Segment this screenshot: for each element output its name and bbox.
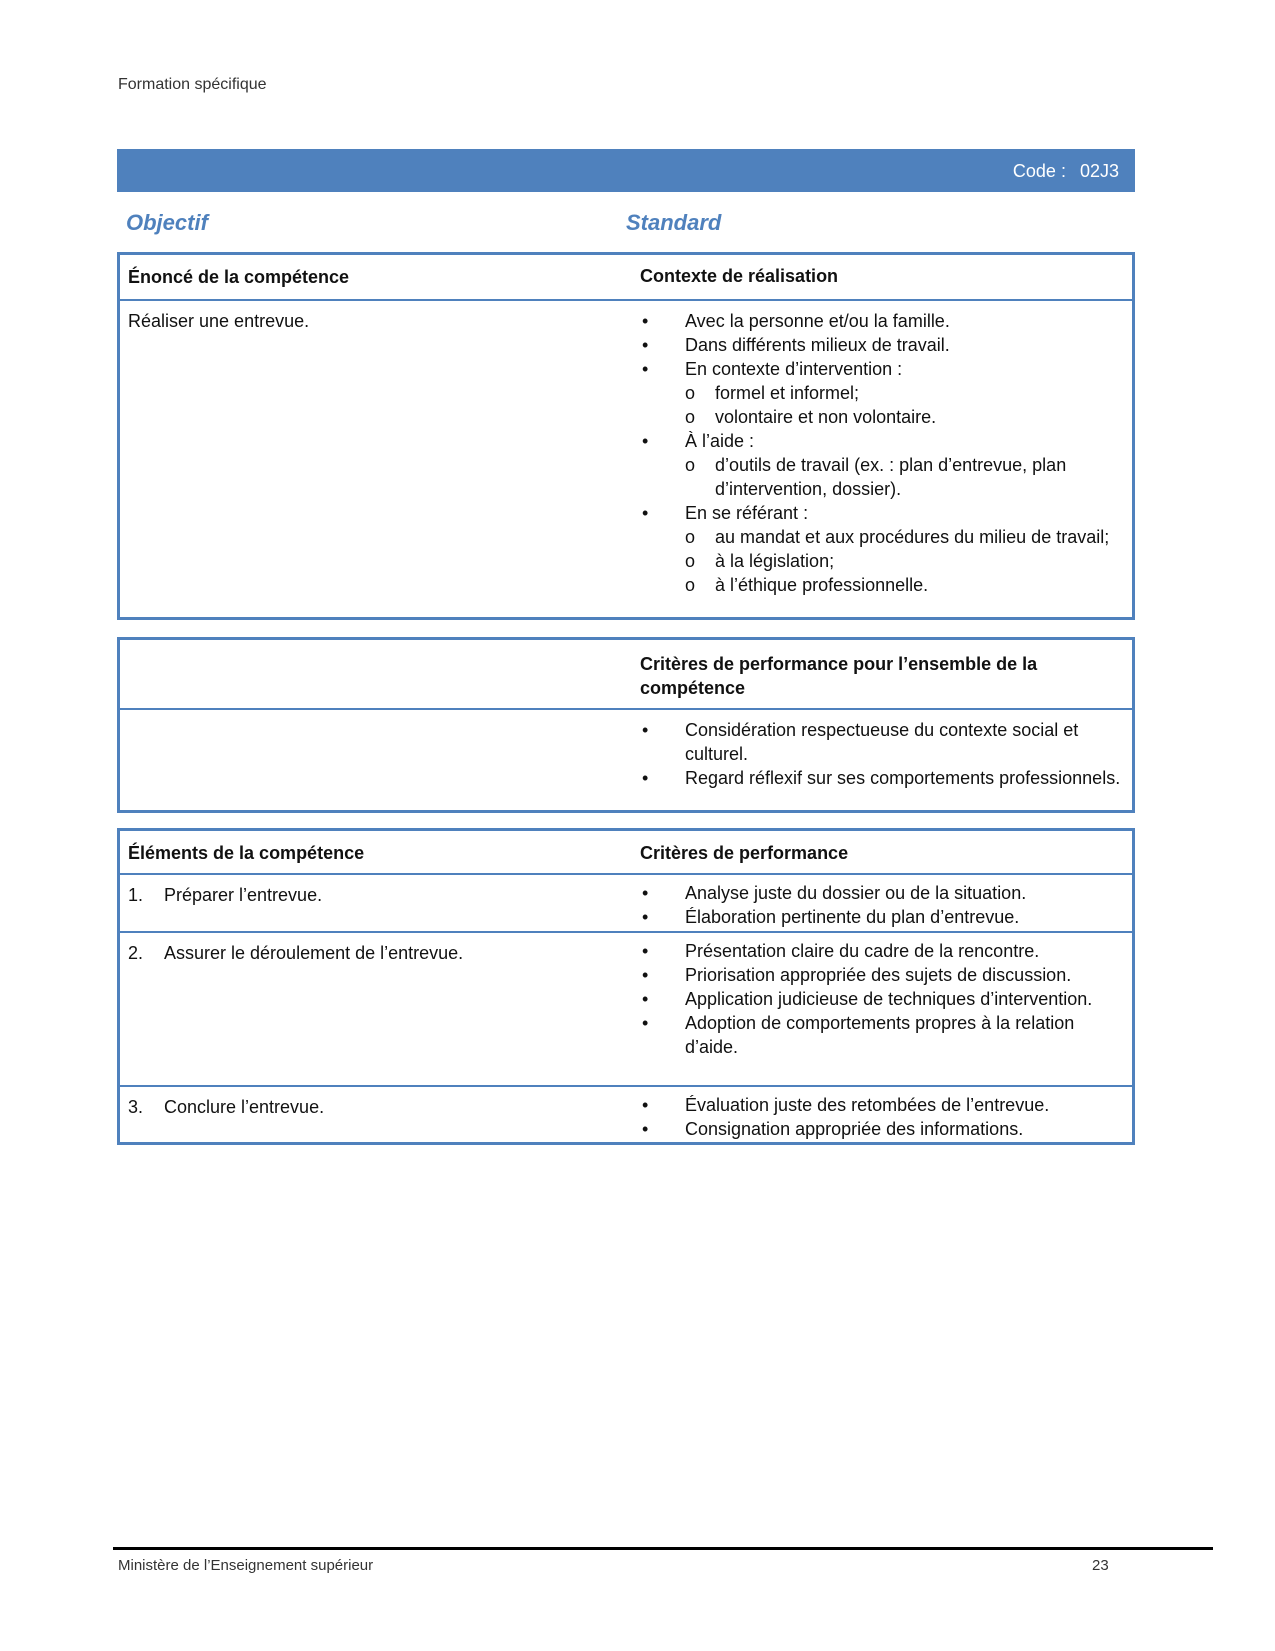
list-item bbox=[640, 1093, 1130, 1117]
list-item-text: à la législation; bbox=[715, 551, 835, 571]
code-bar bbox=[117, 149, 1135, 192]
list-item bbox=[640, 1117, 1130, 1141]
circle-bullet-icon: o bbox=[685, 455, 696, 475]
page-header: Formation spécifique bbox=[118, 76, 267, 93]
list-item-text: Application judicieuse de techniques d’intervention. bbox=[685, 989, 1093, 1009]
list-item bbox=[640, 766, 1130, 790]
statement-header: Énoncé de la compétence bbox=[128, 267, 350, 287]
overall-criteria-header: Critères de performance pour l’ensemble de la compétence bbox=[640, 654, 1038, 698]
list-item bbox=[640, 405, 1130, 429]
element-item bbox=[128, 1097, 608, 1118]
list-item bbox=[640, 333, 1130, 357]
list-item bbox=[640, 357, 1130, 381]
list-item bbox=[640, 549, 1130, 573]
list-item-text: Regard réflexif sur ses comportements professionnels. bbox=[685, 768, 1121, 788]
table-header-row bbox=[120, 831, 1132, 875]
criteria-list bbox=[640, 939, 1130, 1059]
list-item-text: Présentation claire du cadre de la rencontre. bbox=[685, 941, 1040, 961]
bullet-icon: • bbox=[642, 941, 649, 961]
table-header-row bbox=[120, 255, 1132, 301]
list-item bbox=[640, 1011, 1130, 1059]
overall-criteria-list bbox=[640, 718, 1130, 790]
bullet-icon: • bbox=[642, 768, 649, 788]
list-item-text: au mandat et aux procédures du milieu de travail; bbox=[715, 527, 1110, 547]
list-item-text: Priorisation appropriée des sujets de discussion. bbox=[685, 965, 1072, 985]
list-item-text: Avec la personne et/ou la famille. bbox=[685, 311, 950, 331]
table-row bbox=[120, 301, 1132, 617]
list-item-text: d’outils de travail (ex. : plan d’entrevue, plan d’intervention, dossier). bbox=[715, 455, 1067, 499]
circle-bullet-icon: o bbox=[685, 575, 696, 595]
bullet-icon: • bbox=[642, 989, 649, 1009]
list-item bbox=[640, 429, 1130, 453]
element-text: Assurer le déroulement de l’entrevue. bbox=[164, 943, 464, 963]
list-item bbox=[640, 905, 1130, 929]
list-item bbox=[640, 939, 1130, 963]
criteria-list bbox=[640, 1093, 1130, 1141]
context-header: Contexte de réalisation bbox=[640, 266, 839, 286]
list-item-text: Consignation appropriée des informations. bbox=[685, 1119, 1024, 1139]
bullet-icon: • bbox=[642, 720, 649, 740]
page-number: 23 bbox=[1092, 1557, 1109, 1574]
bullet-icon: • bbox=[642, 965, 649, 985]
list-item bbox=[640, 381, 1130, 405]
circle-bullet-icon: o bbox=[685, 527, 696, 547]
elements-table bbox=[117, 828, 1135, 1145]
list-item-text: volontaire et non volontaire. bbox=[715, 407, 937, 427]
list-item bbox=[640, 881, 1130, 905]
overall-criteria-table bbox=[117, 637, 1135, 813]
table-header-row bbox=[120, 640, 1132, 710]
element-item bbox=[128, 943, 608, 964]
list-item-text: formel et informel; bbox=[715, 383, 860, 403]
competency-code bbox=[999, 161, 1119, 182]
objectif-label: Objectif bbox=[126, 210, 208, 235]
bullet-icon: • bbox=[642, 503, 649, 523]
bullet-icon: • bbox=[642, 1095, 649, 1115]
footer-rule bbox=[113, 1547, 1213, 1550]
list-item-text: Élaboration pertinente du plan d’entrevue. bbox=[685, 907, 1020, 927]
bullet-icon: • bbox=[642, 431, 649, 451]
list-item bbox=[640, 573, 1130, 597]
bullet-icon: • bbox=[642, 311, 649, 331]
list-item-text: En se référant : bbox=[685, 503, 809, 523]
list-item-text: À l’aide : bbox=[685, 431, 755, 451]
criteria-list bbox=[640, 881, 1130, 929]
table-row bbox=[120, 933, 1132, 1087]
bullet-icon: • bbox=[642, 1013, 649, 1033]
list-item bbox=[640, 987, 1130, 1011]
circle-bullet-icon: o bbox=[685, 551, 696, 571]
criteria-header: Critères de performance bbox=[640, 843, 849, 863]
element-item bbox=[128, 885, 608, 906]
list-item bbox=[640, 525, 1130, 549]
list-item bbox=[640, 309, 1130, 333]
list-item-text: Adoption de comportements propres à la relation d’aide. bbox=[685, 1013, 1075, 1057]
table-row bbox=[120, 1087, 1132, 1142]
list-item-text: Évaluation juste des retombées de l’entrevue. bbox=[685, 1095, 1050, 1115]
standard-label: Standard bbox=[626, 210, 722, 235]
element-text: Conclure l’entrevue. bbox=[164, 1097, 325, 1117]
list-item-text: à l’éthique professionnelle. bbox=[715, 575, 929, 595]
list-item bbox=[640, 501, 1130, 525]
list-item-text: En contexte d’intervention : bbox=[685, 359, 903, 379]
element-text: Préparer l’entrevue. bbox=[164, 885, 323, 905]
list-item bbox=[640, 718, 1130, 766]
list-item bbox=[640, 963, 1130, 987]
competency-statement-table bbox=[117, 252, 1135, 620]
list-item-text: Dans différents milieux de travail. bbox=[685, 335, 950, 355]
bullet-icon: • bbox=[642, 1119, 649, 1139]
elements-header: Éléments de la compétence bbox=[128, 843, 365, 863]
element-number: 2. bbox=[128, 943, 144, 963]
footer-ministry: Ministère de l’Enseignement supérieur bbox=[118, 1557, 374, 1574]
code-value: 02J3 bbox=[1079, 161, 1119, 181]
table-row bbox=[120, 875, 1132, 933]
list-item bbox=[640, 453, 1130, 501]
circle-bullet-icon: o bbox=[685, 383, 696, 403]
list-item-text: Analyse juste du dossier ou de la situation. bbox=[685, 883, 1027, 903]
element-number: 1. bbox=[128, 885, 144, 905]
context-list bbox=[640, 309, 1130, 597]
code-label: Code : bbox=[1012, 161, 1066, 181]
table-row bbox=[120, 710, 1132, 810]
element-number: 3. bbox=[128, 1097, 144, 1117]
bullet-icon: • bbox=[642, 335, 649, 355]
bullet-icon: • bbox=[642, 907, 649, 927]
list-item-text: Considération respectueuse du contexte social et culturel. bbox=[685, 720, 1079, 764]
circle-bullet-icon: o bbox=[685, 407, 696, 427]
bullet-icon: • bbox=[642, 359, 649, 379]
statement-text: Réaliser une entrevue. bbox=[128, 311, 310, 331]
bullet-icon: • bbox=[642, 883, 649, 903]
